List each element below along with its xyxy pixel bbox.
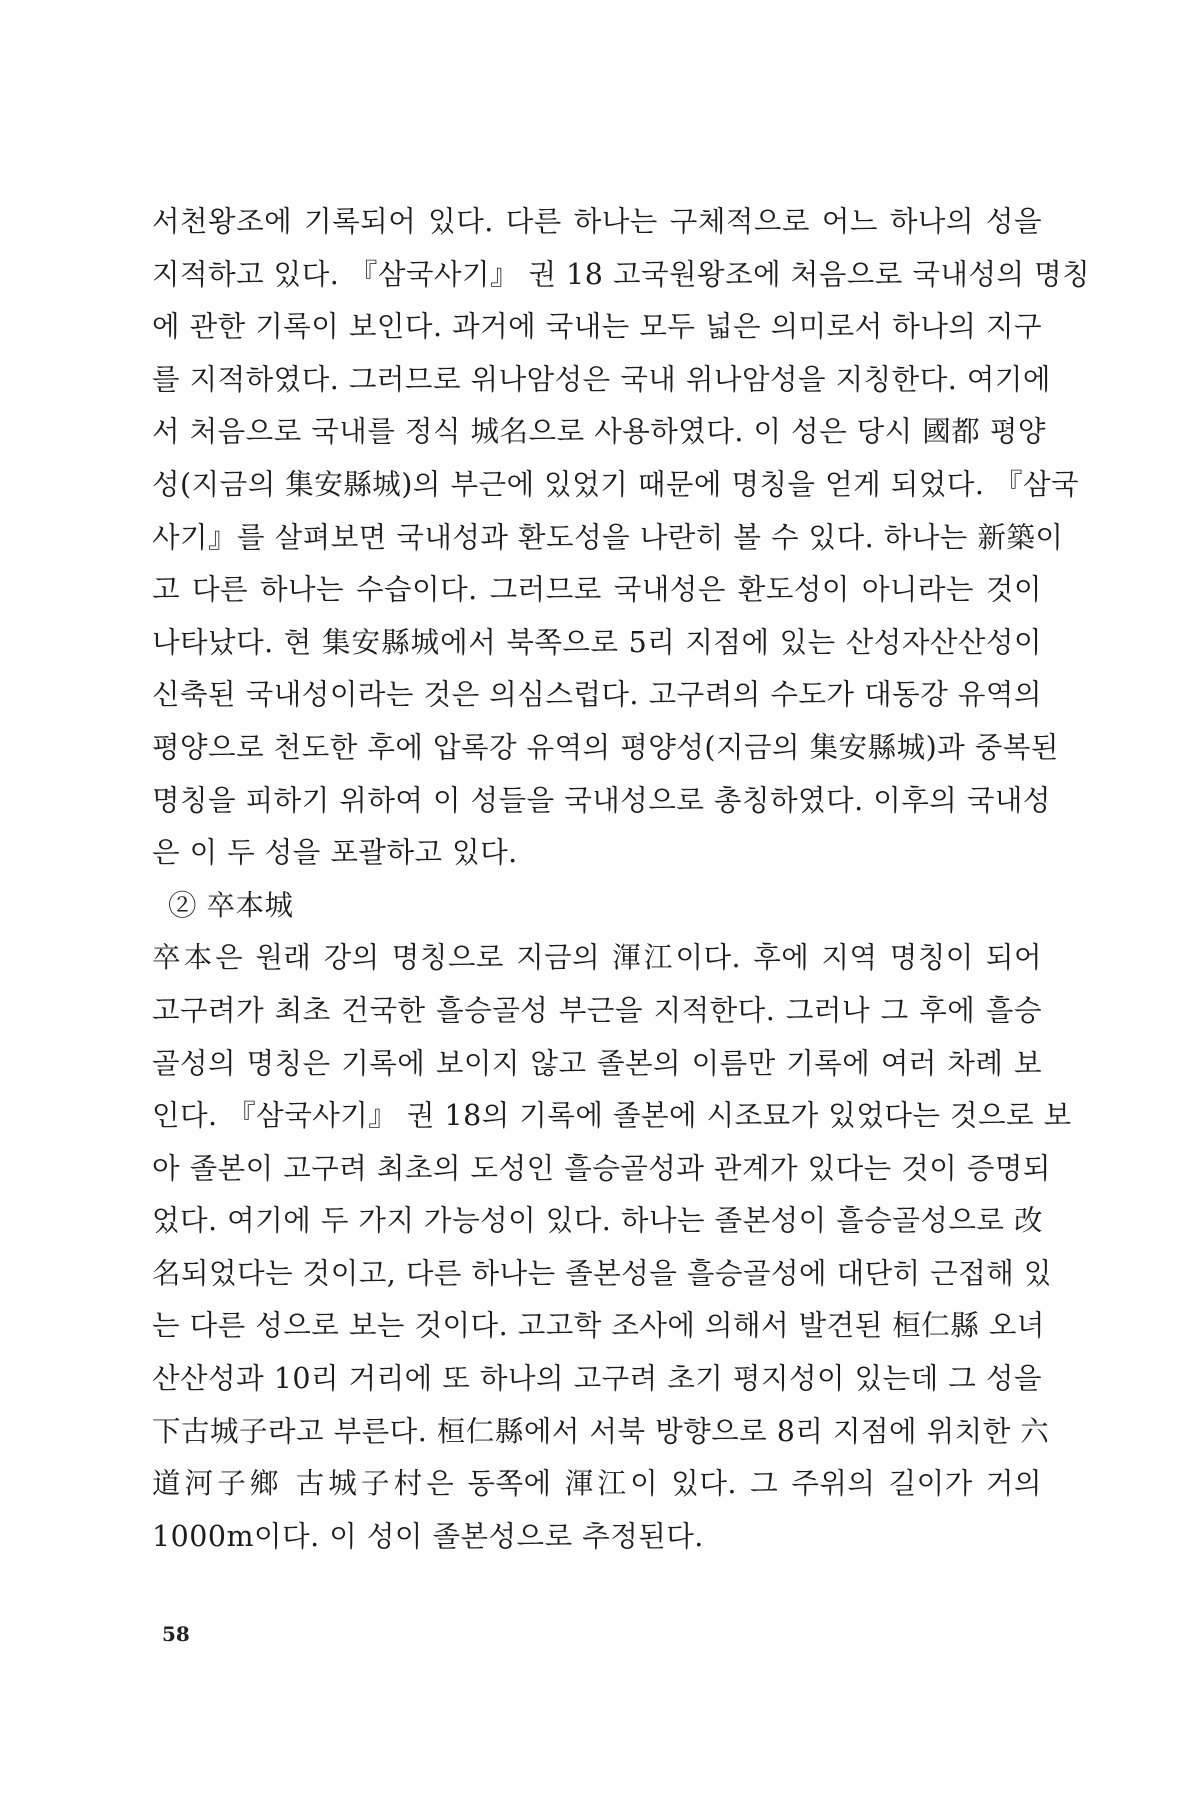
page-number: 58 bbox=[162, 1622, 190, 1646]
text-line: 사기』를 살펴보면 국내성과 환도성을 나란히 볼 수 있다. 하나는 新築이 bbox=[152, 520, 1064, 554]
text-line: 었다. 여기에 두 가지 가능성이 있다. 하나는 졸본성이 흘승골성으로 改 bbox=[152, 1204, 1043, 1238]
paragraph-1 bbox=[152, 196, 1091, 880]
paragraph-2 bbox=[152, 932, 1072, 1563]
text-line: 아 졸본이 고구려 최초의 도성인 흘승골성과 관계가 있다는 것이 증명되 bbox=[152, 1151, 1051, 1185]
body-text bbox=[152, 196, 1091, 1563]
text-line: 골성의 명칭은 기록에 보이지 않고 졸본의 이름만 기록에 여러 차례 보 bbox=[152, 1046, 1042, 1080]
text-line: 인다. 『삼국사기』 권 18의 기록에 졸본에 시조묘가 있었다는 것으로 보 bbox=[152, 1099, 1072, 1133]
text-line: 를 지적하였다. 그러므로 위나암성은 국내 위나암성을 지칭한다. 여기에 bbox=[152, 362, 1051, 396]
text-line: 道河子鄉 古城子村은 동쪽에 渾江이 있다. 그 주위의 길이가 거의 bbox=[152, 1467, 1042, 1501]
text-line: 성(지금의 集安縣城)의 부근에 있었기 때문에 명칭을 얻게 되었다. 『삼국 bbox=[152, 467, 1080, 501]
text-line: 명칭을 피하기 위하여 이 성들을 국내성으로 총칭하였다. 이후의 국내성 bbox=[152, 783, 1051, 817]
text-line: 1000m이다. 이 성이 졸본성으로 추정된다. bbox=[152, 1519, 704, 1553]
text-line: 下古城子라고 부른다. 桓仁縣에서 서북 방향으로 8리 지점에 위치한 六 bbox=[152, 1414, 1050, 1448]
text-line: 나타났다. 현 集安縣城에서 북쪽으로 5리 지점에 있는 산성자산산성이 bbox=[152, 625, 1042, 659]
text-line: 名되었다는 것이고, 다른 하나는 졸본성을 흘승골성에 대단히 근접해 있 bbox=[152, 1256, 1052, 1290]
text-line: 은 이 두 성을 포괄하고 있다. bbox=[152, 836, 518, 870]
text-line: 지적하고 있다. 『삼국사기』 권 18 고국원왕조에 처음으로 국내성의 명칭 bbox=[152, 257, 1091, 291]
text-line: 卒本은 원래 강의 명칭으로 지금의 渾江이다. 후에 지역 명칭이 되어 bbox=[152, 941, 1042, 975]
text-line: 에 관한 기록이 보인다. 과거에 국내는 모두 넓은 의미로서 하나의 지구 bbox=[152, 310, 1043, 344]
text-line: 는 다른 성으로 보는 것이다. 고고학 조사에 의해서 발견된 桓仁縣 오녀 bbox=[152, 1309, 1045, 1343]
text-line: 산산성과 10리 거리에 또 하나의 고구려 초기 평지성이 있는데 그 성을 bbox=[152, 1362, 1042, 1396]
text-line: 평양으로 천도한 후에 압록강 유역의 평양성(지금의 集安縣城)과 중복된 bbox=[152, 730, 1059, 764]
section-heading: ② 卒本城 bbox=[168, 888, 294, 922]
text-line: 고 다른 하나는 수습이다. 그러므로 국내성은 환도성이 아니라는 것이 bbox=[152, 573, 1042, 607]
text-line: 고구려가 최초 건국한 흘승골성 부근을 지적한다. 그러나 그 후에 흘승 bbox=[152, 993, 1042, 1027]
text-line: 서 처음으로 국내를 정식 城名으로 사용하였다. 이 성은 당시 國都 평양 bbox=[152, 415, 1046, 449]
text-line: 신축된 국내성이라는 것은 의심스럽다. 고구려의 수도가 대동강 유역의 bbox=[152, 678, 1042, 712]
text-line: 서천왕조에 기록되어 있다. 다른 하나는 구체적으로 어느 하나의 성을 bbox=[152, 205, 1042, 238]
